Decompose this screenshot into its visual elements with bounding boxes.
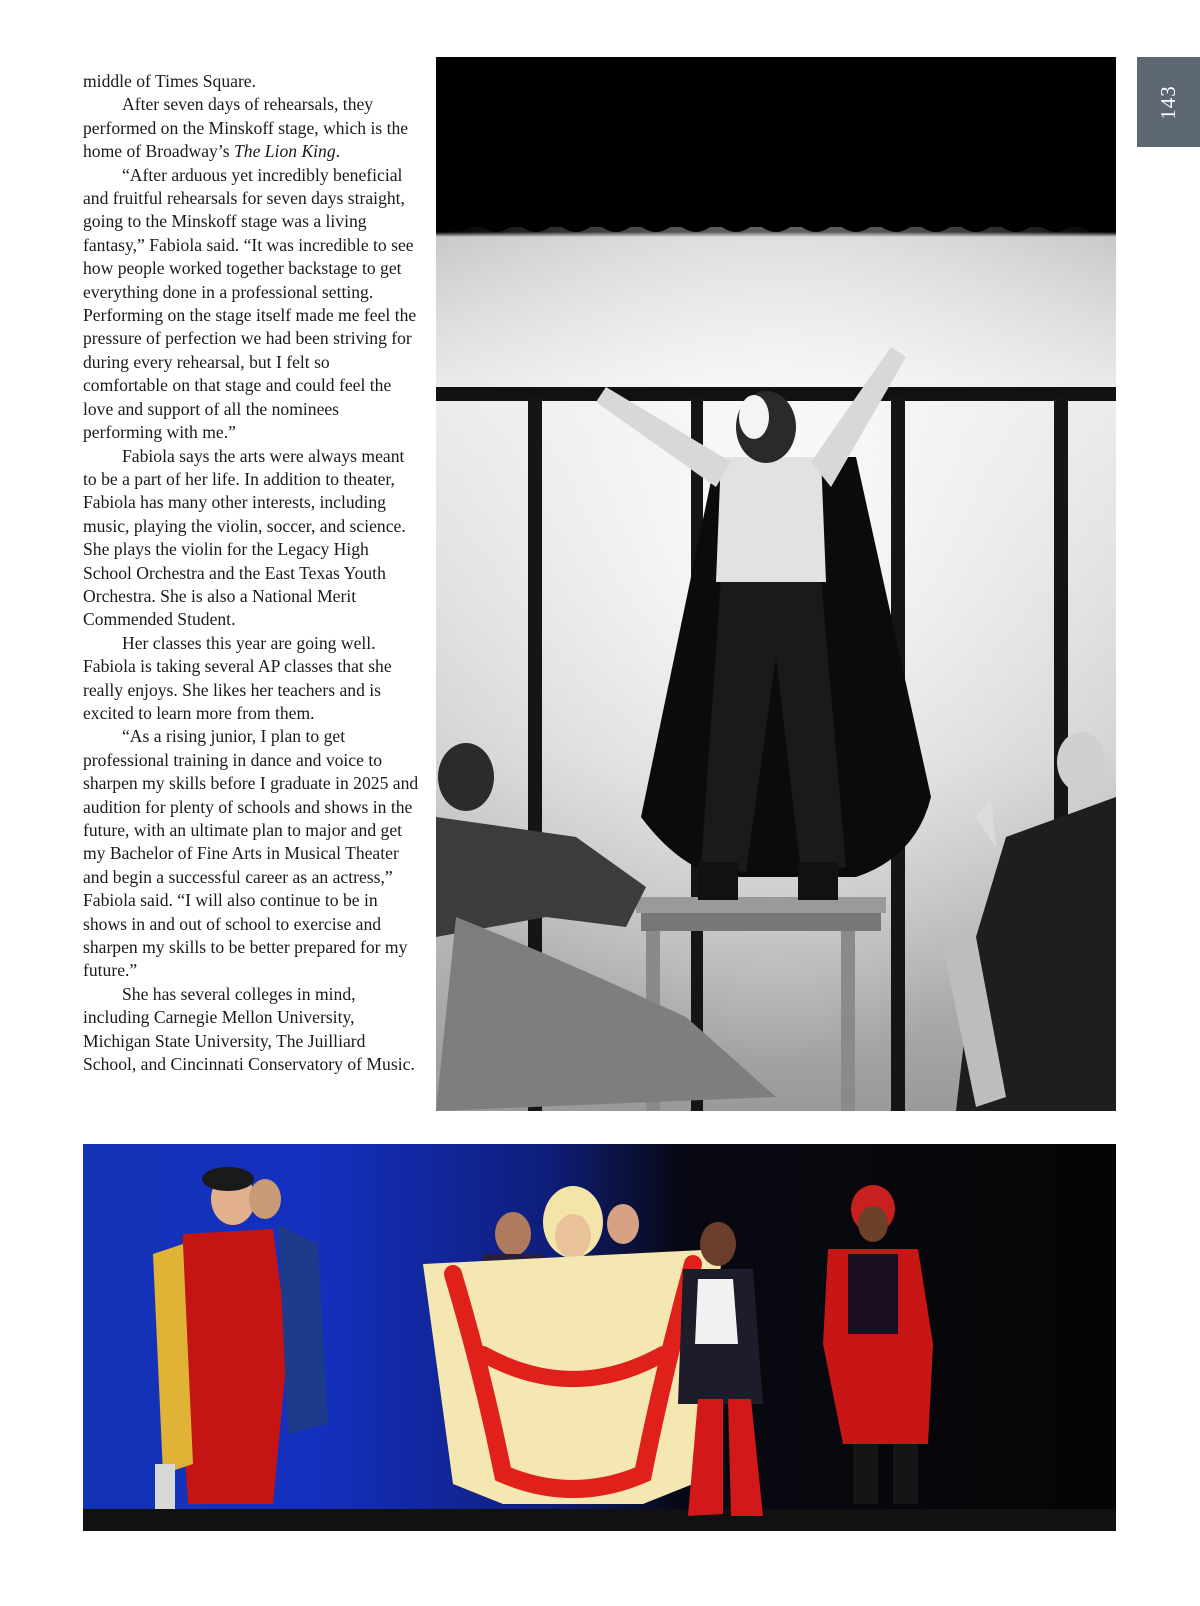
article-paragraph: Fabiola says the arts were always meant to be a part of her life. In addition to theater, Fabiola has many other interests, including music, playing the violin, soccer, and science. She plays the violin for the Legacy High School Orchestra and the East Texas Youth Orchestra. She is also a National Merit Commended Student.	[83, 445, 406, 630]
stage-photo-color	[83, 1144, 1116, 1531]
stage-photo-bw-illustration	[436, 57, 1116, 1111]
article-paragraph: “As a rising junior, I plan to get professional training in dance and voice to sharpen my skills before I graduate in 2025 and audition for plenty of schools and shows in the future, with an ultimate plan to major and get my Bachelor of Fine Arts in Musical Theater and begin a successful career as an actress,” Fabiola said. “I will also continue to be in shows in and out of school to exercise and sharpen my skills to be better prepared for my future.”	[83, 726, 419, 981]
page-number-tab	[1137, 57, 1200, 147]
article-paragraph: Her classes this year are going well. Fabiola is taking several AP classes that she really enjoys. She likes her teachers and is excited to learn more from them.	[83, 632, 392, 723]
stage-photo-bw	[436, 57, 1116, 1111]
article-body	[83, 70, 419, 1076]
stage-photo-color-illustration	[83, 1144, 1116, 1531]
article-text: .	[335, 141, 341, 162]
article-paragraph: middle of Times Square.	[83, 71, 257, 91]
show-title: The Lion King	[233, 141, 336, 162]
article-text: After seven days of rehearsals, they performed on the Minskoff stage, which is the home of Broadway’s	[83, 94, 409, 162]
article-paragraph: “After arduous yet incredibly beneficial and fruitful rehearsals for seven days straight, going to the Minskoff stage was a living fantasy,” Fabiola said. “It was incredible to see how people worked together backstage to get everything done in a professional setting. Performing on the stage itself made me feel the pressure of perfection we had been striving for during every rehearsal, but I felt so comfortable on that stage and could feel the love and support of all the nominees performing with me.”	[83, 164, 417, 443]
article-paragraph	[83, 93, 419, 163]
page-number: 143	[1156, 84, 1180, 120]
article-paragraph: She has several colleges in mind, including Carnegie Mellon University, Michigan State University, The Juilliard School, and Cincinnati Conservatory of Music.	[83, 983, 415, 1075]
